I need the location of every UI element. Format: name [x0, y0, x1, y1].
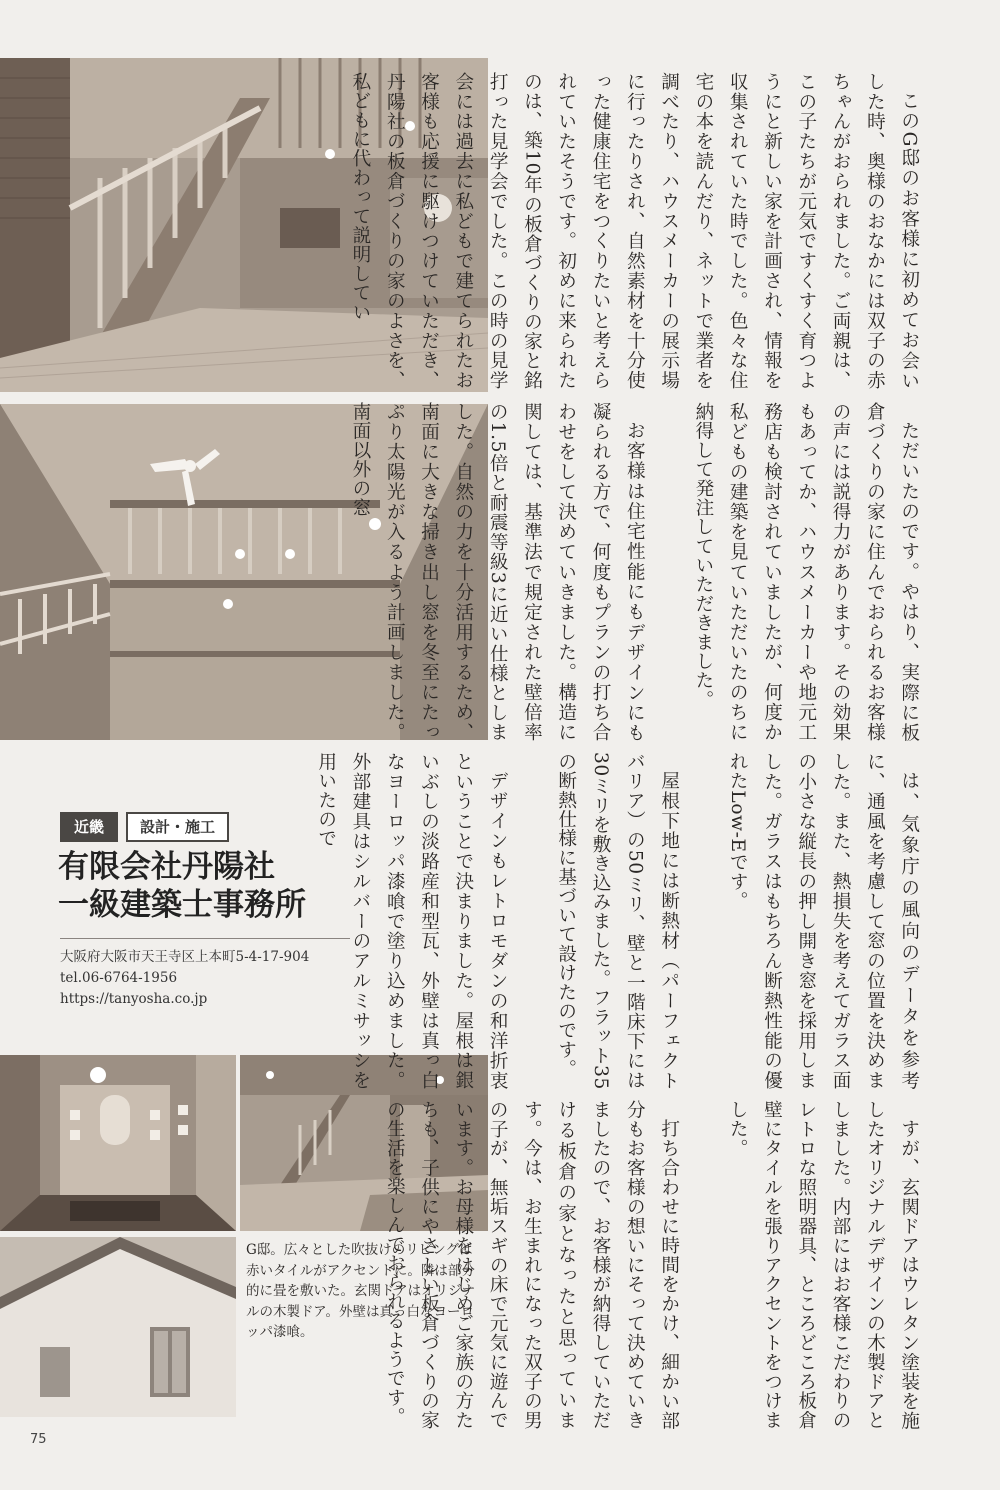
paragraph: は、気象庁の風向のデータを参考に、通風を考慮して窓の位置を決めました。また、熱損失を考えてガラス面の小さな縦長の押し開き窓を採用しました。ガラスはもちろん断熱性能の優れたLow-Eです。	[727, 752, 920, 1090]
body-text-column-2	[349, 402, 960, 742]
body-text-column-1	[349, 72, 960, 390]
paragraph: お客様は住宅性能にもデザインにも凝られる方で、何度もプランの打ち合わせをして決めていきました。構造に関しては、基準法で規定された壁倍率の1.5倍と耐震等級3に近い仕様としました。自然の力を十分活用するため、南面に大きな掃き出し窓を冬至にたっぷり太陽光が入るよう計画しました。南面以外の窓	[349, 402, 646, 742]
body-text-column-4	[384, 1100, 960, 1430]
paragraph: デザインもレトロモダンの和洋折衷ということで決まりました。屋根は銀いぶしの淡路産和型瓦、外壁は真っ白なヨーロッパ漆喰で塗り込めました。外部建具はシルバーのアルミサッシを用いたので	[315, 752, 509, 1090]
paragraph: 打ち合わせに時間をかけ、細かい部分もお客様の想いにそって決めていきましたので、お客様が納得していただける板倉の家となったと思っています。今は、お生まれになった双子の男の子が、無垢スギの床で元気に遊んでいます。お母様をはじめご家族の方たちも、子供にやさしい板倉づくりの家の生活を楽しんでおられるようです。	[384, 1100, 680, 1430]
paragraph: 屋根下地には断熱材（パーフェクトバリア）の50ミリ、壁と一階床下には30ミリを敷き込みました。フラット35の断熱仕様に基づいて設けたのです。	[555, 752, 680, 1090]
entrance-door-photo	[0, 1055, 236, 1231]
body-text-column-3	[315, 752, 960, 1090]
company-website-link[interactable]: https://tanyosha.co.jp	[60, 991, 208, 1007]
company-name	[58, 848, 306, 924]
category-tags	[60, 812, 229, 842]
paragraph: すが、玄関ドアはウレタン塗装を施したオリジナルデザインの木製ドアとしました。内部にはお客様こだわりのレトロな照明器具、ところどころ板倉壁にタイルを張りアクセントをつけました。	[727, 1100, 920, 1430]
paragraph: ただいたのです。やはり、実際に板倉づくりの家に住んでおられるお客様の声には説得力があります。その効果もあってか、ハウスメーカーや地元工務店も検討されていましたが、何度か私どもの建築を見ていただいたのちに納得して発注していただきました。	[692, 402, 920, 742]
company-name-line1: 有限会社丹陽社	[58, 849, 275, 885]
paragraph: このG邸のお客様に初めてお会いした時、奥様のおなかには双子の赤ちゃんがおられました。ご両親は、この子たちが元気ですくすく育つようにと新しい家を計画され、情報を収集されていた時でした。色々な住宅の本を読んだり、ネットで業者を調べたり、ハウスメーカーの展示場に行ったりされ、自然素材を十分使った健康住宅をつくりたいと考えられていたそうです。初めに来られたのは、築10年の板倉づくりの家と銘打った見学会でした。この時の見学会には過去に私どもで建てられたお客様も応援に駆けつけていただき、丹陽社の板倉づくりの家のよさを、私どもに代わって説明してい	[349, 72, 920, 390]
role-tag: 設計・施工	[126, 812, 229, 842]
company-contact	[60, 938, 350, 1010]
region-tag: 近畿	[60, 812, 118, 842]
exterior-facade-photo	[0, 1237, 236, 1417]
company-address: 大阪府大阪市天王寺区上本町5-4-17-904	[60, 949, 310, 965]
page-number: 75	[30, 1432, 47, 1447]
company-name-line2: 一級建築士事務所	[58, 887, 306, 923]
photo-caption: G邸。広々とした吹抜けのリビングは赤いタイルがアクセントに。隣は部分的に畳を敷いた。玄関ドアはオリジナルの木製ドア。外壁は真っ白なヨーロッパ漆喰。	[246, 1242, 476, 1340]
company-phone: tel.06-6764-1956	[60, 970, 178, 986]
